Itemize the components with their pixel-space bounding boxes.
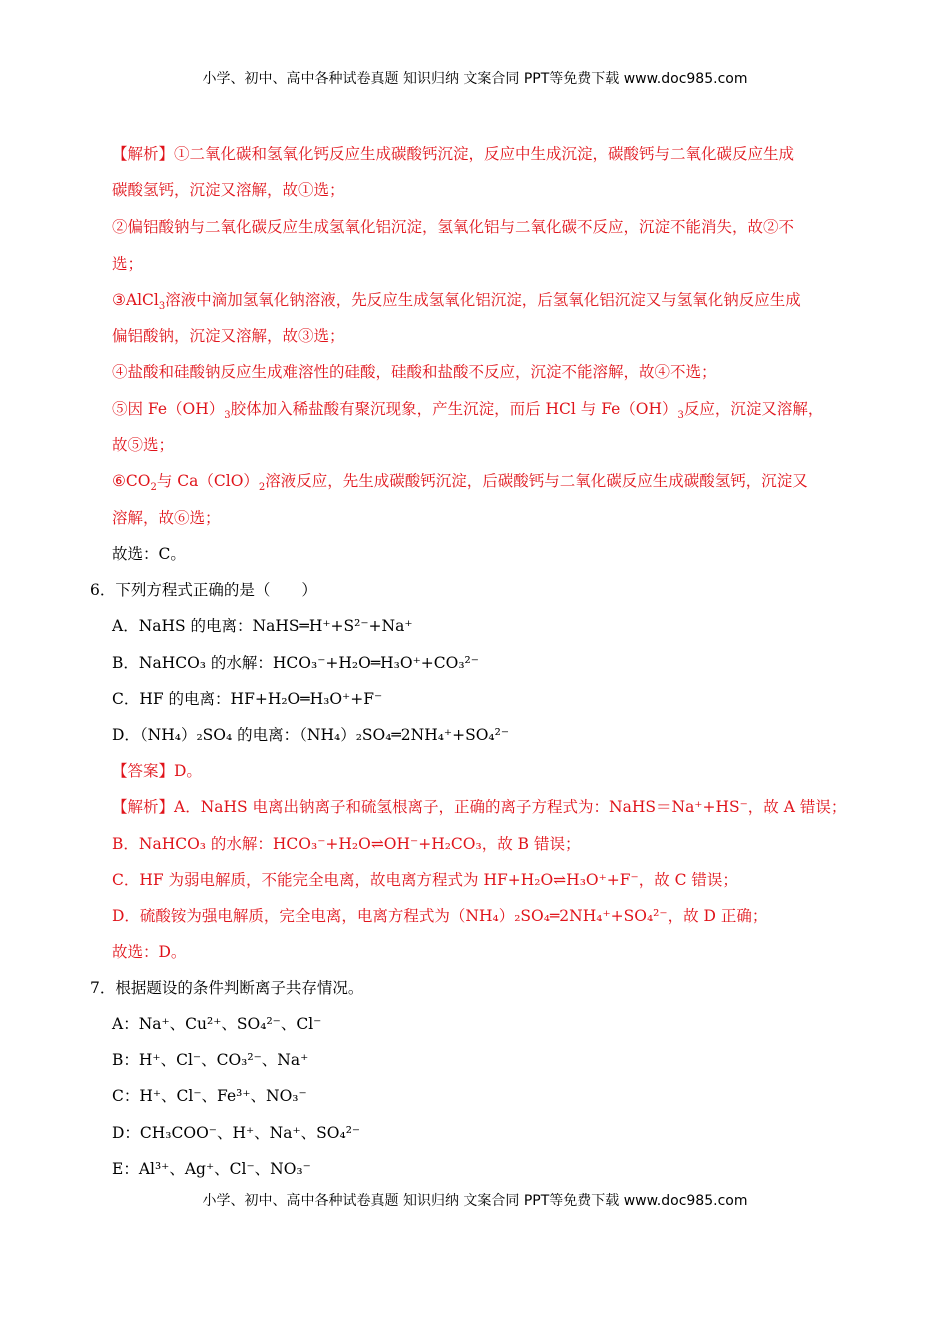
analysis-line: ④盐酸和硅酸钠反应生成难溶性的硅酸，硅酸和盐酸不反应，沉淀不能溶解，故④不选； <box>112 363 717 381</box>
answer-label: 【答案】D。 <box>112 762 202 780</box>
analysis-line: ③AlCl$_3$溶液中滴加氢氧化钠溶液，先反应生成氢氧化铝沉淀，后氢氧化铝沉淀又与氢氧化钠反应生成 <box>112 291 801 313</box>
option-e: E：Al³⁺、Ag⁺、Cl⁻、NO₃⁻ <box>112 1160 311 1178</box>
analysis-line: 【解析】①二氧化碳和氢氧化钙反应生成碳酸钙沉淀，反应中生成沉淀，碳酸钙与二氧化碳反应生成 <box>112 145 795 163</box>
analysis-line: 选； <box>112 255 144 273</box>
option-b: B：H⁺、Cl⁻、CO₃²⁻、Na⁺ <box>112 1051 309 1069</box>
analysis-line: 【解析】A．NaHS 电离出钠离子和硫氢根离子，正确的离子方程式为：NaHS＝Na⁺+HS⁻，故 A 错误； <box>112 798 847 816</box>
analysis-line: 溶解，故⑥选； <box>112 509 221 527</box>
page-footer: 小学、初中、高中各种试卷真题 知识归纳 文案合同 PPT等免费下载 www.doc985.com <box>202 1193 748 1209</box>
option-c: C：H⁺、Cl⁻、Fe³⁺、NO₃⁻ <box>112 1087 307 1105</box>
option-c: C．HF 的电离：HF+H₂O═H₃O⁺+F⁻ <box>112 690 383 708</box>
analysis-line: 偏铝酸钠，沉淀又溶解，故③选； <box>112 327 345 345</box>
option-b: B．NaHCO₃ 的水解：HCO₃⁻+H₂O═H₃O⁺+CO₃²⁻ <box>112 654 479 672</box>
analysis-line: ⑤因 $Fe(OH)_3$胶体加入稀盐酸有聚沉现象，产生沉淀，而后 HCl 与 $Fe(OH)_3$反应，沉淀又溶解， <box>112 400 824 422</box>
analysis-line: 碳酸氢钙，沉淀又溶解，故①选； <box>112 181 345 199</box>
analysis-line: $⑥CO_2$与 $Ca(ClO)_2$溶液反应，先生成碳酸钙沉淀，后碳酸钙与二氧化碳反应生成碳酸氢钙，沉淀又 <box>112 472 808 494</box>
option-a: A．NaHS 的电离：NaHS═H⁺+S²⁻+Na⁺ <box>112 617 413 635</box>
option-d: D．（NH₄）₂SO₄ 的电离：（NH₄）₂SO₄═2NH₄⁺+SO₄²⁻ <box>112 726 510 744</box>
analysis-line: C．HF 为弱电解质，不能完全电离，故电离方程式为 HF+H₂O⇌H₃O⁺+F⁻，故 C 错误； <box>112 871 738 889</box>
option-a: A：Na⁺、Cu²⁺、SO₄²⁻、Cl⁻ <box>112 1015 322 1033</box>
question-stem: 7．根据题设的条件判断离子共存情况。 <box>90 979 364 997</box>
page-header: 小学、初中、高中各种试卷真题 知识归纳 文案合同 PPT等免费下载 www.doc985.com <box>202 71 748 87</box>
analysis-line: ②偏铝酸钠与二氧化碳反应生成氢氧化铝沉淀，氢氧化铝与二氧化碳不反应，沉淀不能消失，故②不 <box>112 218 795 236</box>
option-d: D：CH₃COO⁻、H⁺、Na⁺、SO₄²⁻ <box>112 1124 361 1142</box>
analysis-line: 故选：D。 <box>112 943 187 961</box>
analysis-line: 故选：C。 <box>112 545 186 563</box>
analysis-line: 故⑤选； <box>112 436 175 454</box>
question-stem: 6．下列方程式正确的是（ ） <box>90 581 317 599</box>
analysis-line: B．NaHCO₃ 的水解：HCO₃⁻+H₂O⇌OH⁻+H₂CO₃，故 B 错误； <box>112 835 581 853</box>
analysis-line: D．硫酸铵为强电解质，完全电离，电离方程式为（NH₄）₂SO₄═2NH₄⁺+SO₄²⁻，故 D 正确； <box>112 907 768 925</box>
